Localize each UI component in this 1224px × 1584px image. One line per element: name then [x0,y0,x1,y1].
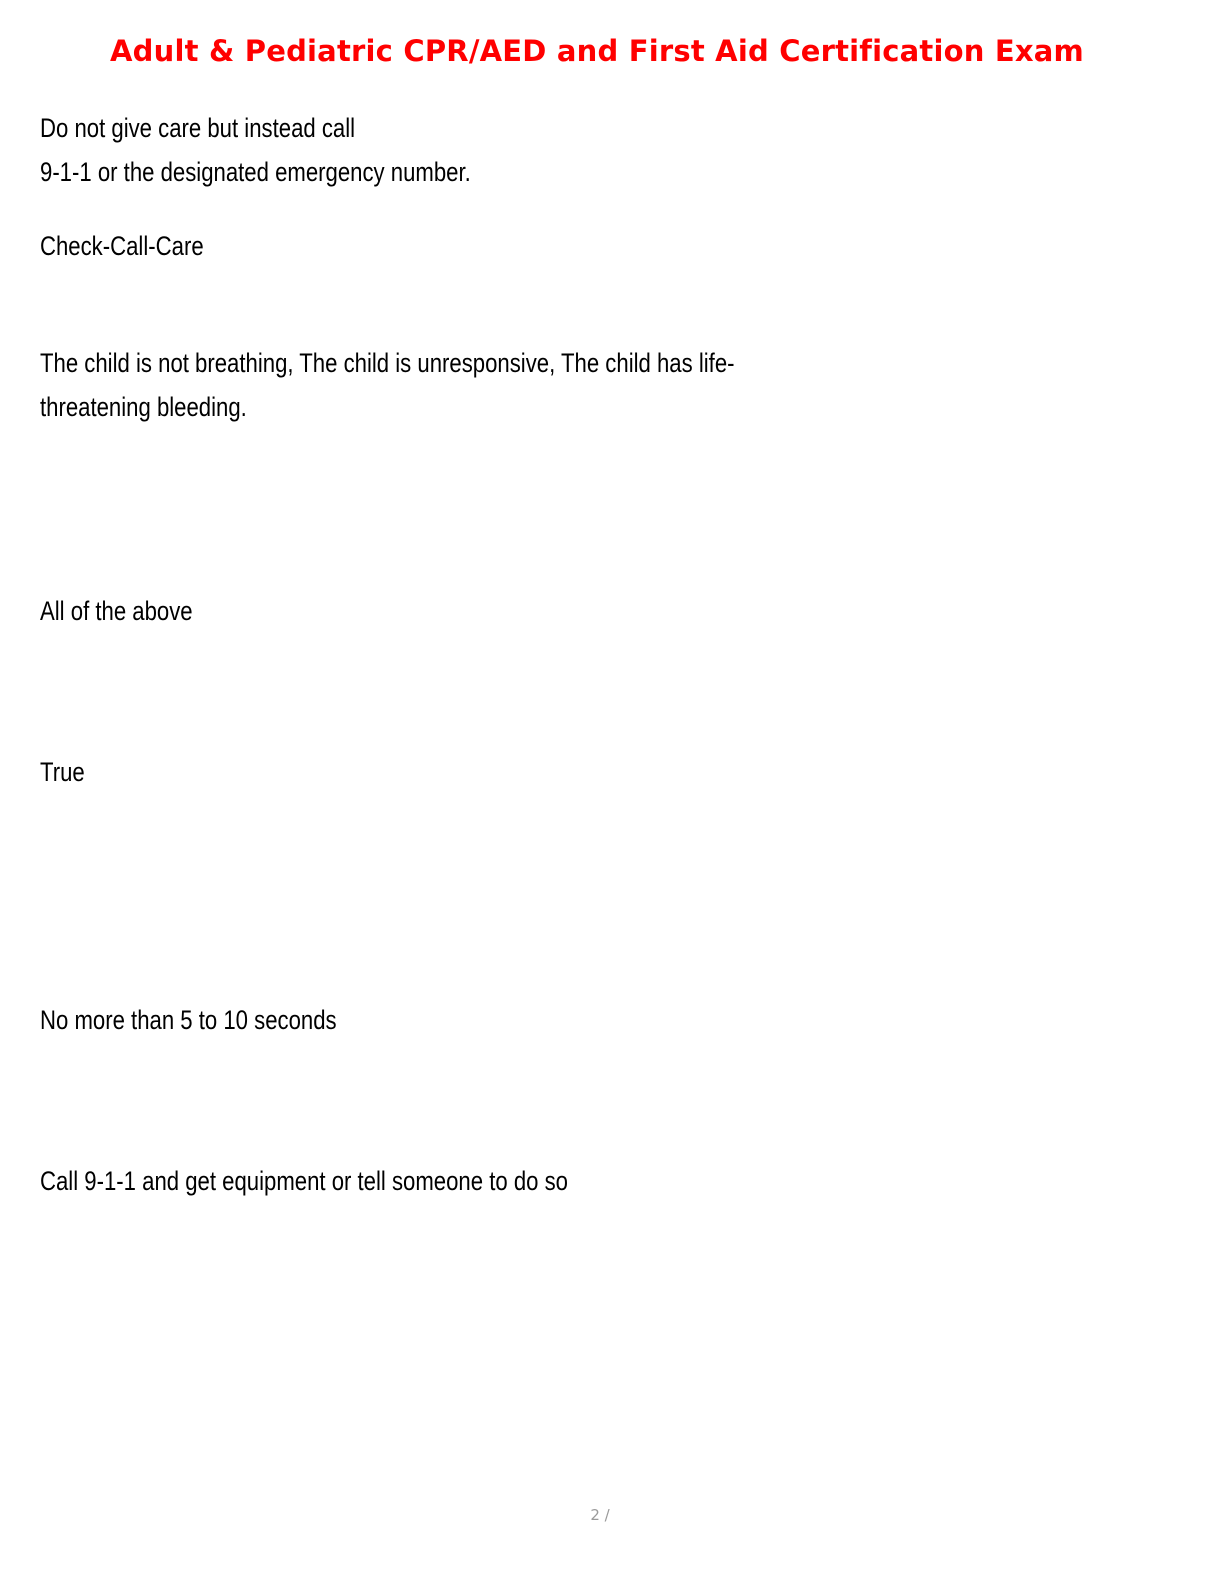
answer-5 [40,750,85,794]
answer-2-line-1: Check-Call-Care [40,231,204,261]
answer-1-line-2: 9-1-1 or the designated emergency number. [40,157,471,187]
answer-1-line-1: Do not give care but instead call [40,113,356,143]
answer-3-line-1: The child is not breathing, The child is unresponsive, The child has life- [40,348,735,378]
answer-3-line-2: threatening bleeding. [40,392,247,422]
answer-7-line-1: Call 9-1-1 and get equipment or tell someone to do so [40,1166,568,1196]
page-title: Adult & Pediatric CPR/AED and First Aid Certification Exam [110,34,1084,68]
answer-6-line-1: No more than 5 to 10 seconds [40,1005,337,1035]
answer-4 [40,589,193,633]
answer-4-line-1: All of the above [40,596,193,626]
answer-7 [40,1159,568,1203]
page-number: 2 / [590,1506,610,1524]
answer-5-line-1: True [40,757,85,787]
answer-1 [40,106,471,194]
answer-2 [40,224,204,268]
answer-3 [40,341,735,429]
answer-6 [40,998,337,1042]
